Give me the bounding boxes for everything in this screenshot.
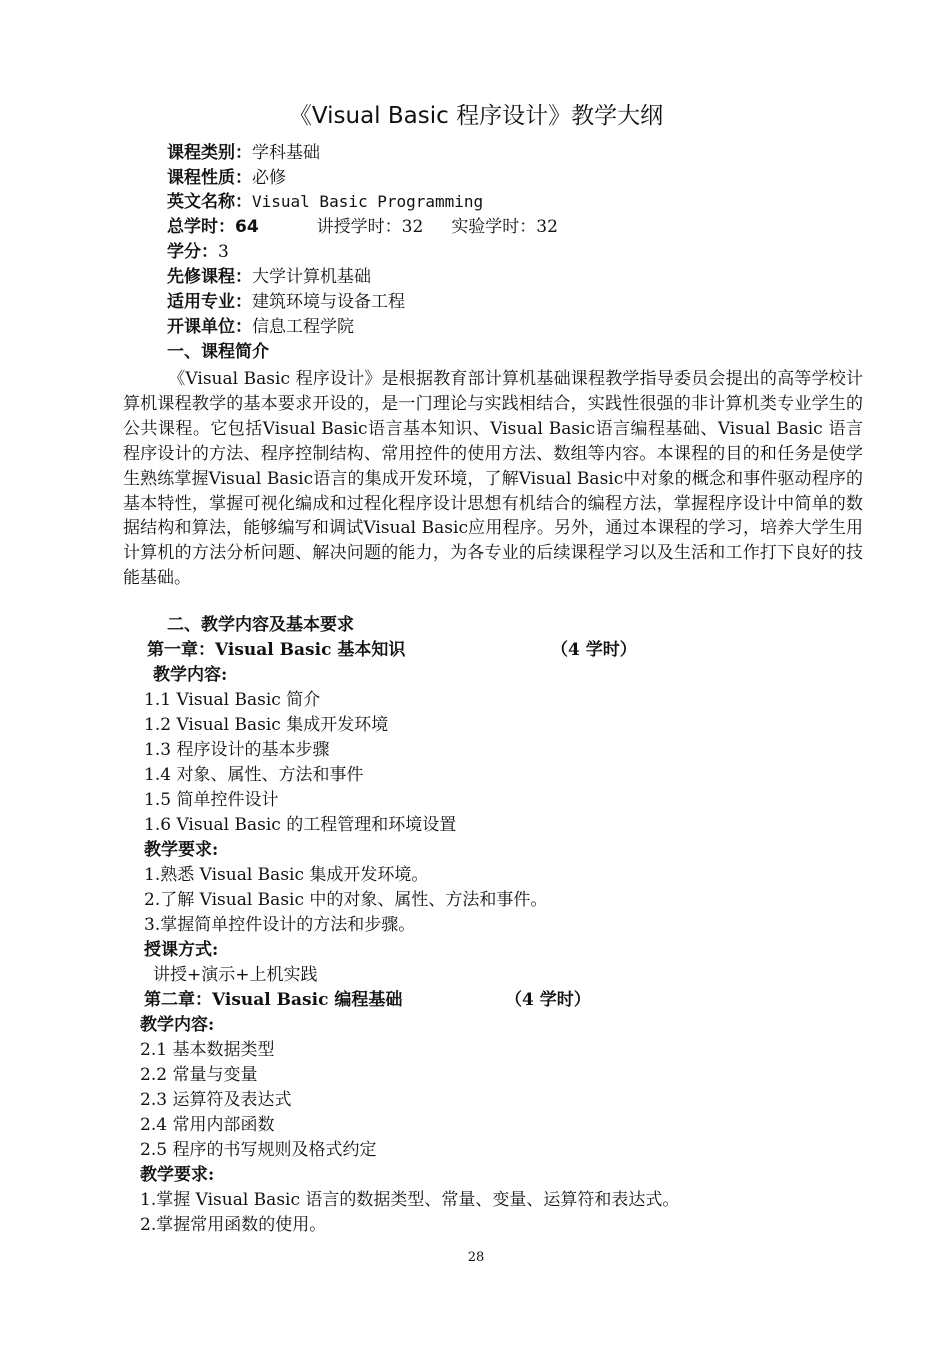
- chapter2-requirement: 1.掌握 Visual Basic 语言的数据类型、常量、变量、运算符和表达式。: [140, 1190, 680, 1210]
- info-prerequisite: [167, 265, 371, 289]
- chapter1-content-item: 1.1 Visual Basic 简介: [144, 690, 321, 710]
- info-value: 3: [218, 242, 229, 262]
- total-hours-value: 64: [235, 217, 259, 237]
- chapter1-requirement: 1.熟悉 Visual Basic 集成开发环境。: [144, 865, 429, 885]
- info-label: 总学时：: [167, 217, 235, 237]
- section-heading-content: 二、教学内容及基本要求: [167, 615, 354, 635]
- info-value: 学科基础: [252, 143, 320, 163]
- info-major: [167, 290, 405, 314]
- chapter1-requirement: 2.了解 Visual Basic 中的对象、属性、方法和事件。: [144, 890, 548, 910]
- chapter2-content-item: 2.1 基本数据类型: [140, 1040, 275, 1060]
- chapter2-content-item: 2.2 常量与变量: [140, 1065, 258, 1085]
- intro-paragraph: [123, 367, 863, 591]
- chapter2-title: 第二章：Visual Basic 编程基础: [144, 990, 403, 1010]
- info-label: 适用专业：: [167, 292, 252, 312]
- chapter1-req-label: 教学要求:: [144, 840, 219, 860]
- chapter1-method-label: 授课方式:: [144, 940, 219, 960]
- chapter2-content-item: 2.3 运算符及表达式: [140, 1090, 292, 1110]
- chapter2-requirement: 2.掌握常用函数的使用。: [140, 1215, 327, 1235]
- info-value: 大学计算机基础: [252, 267, 371, 287]
- lab-hours: 实验学时：32: [451, 217, 558, 237]
- info-label: 课程性质：: [167, 168, 252, 188]
- section-heading-intro: 一、课程简介: [167, 342, 269, 362]
- chapter1-content-item: 1.6 Visual Basic 的工程管理和环境设置: [144, 815, 457, 835]
- page-title: 《Visual Basic 程序设计》教学大纲: [288, 103, 664, 129]
- info-label: 英文名称：: [167, 192, 252, 212]
- info-value: 建筑环境与设备工程: [252, 292, 405, 312]
- info-value: 必修: [252, 168, 286, 188]
- info-label: 先修课程：: [167, 267, 252, 287]
- intro-text: 《Visual Basic 程序设计》是根据教育部计算机基础课程教学指导委员会提出的高等学校计算机课程教学的基本要求开设的，是一门理论与实践相结合，实践性很强的非计算机类专业学生的公共课程。它包括Visual Basic语言基本知识、Visual Basic语言编程基础、Visual Basic 语言程序设计的方法、程序控制结构、常用控件的使用方法、数组等内容。本课程的目的和任务是使学生熟练掌握Visual Basic语言的集成开发环境，了解Visual Basic中对象的概念和事件驱动程序的基本特性，掌握可视化编成和过程化程序设计思想有机结合的编程方法，掌握程序设计中简单的数据结构和算法，能够编写和调试Visual Basic应用程序。另外，通过本课程的学习，培养大学生用计算机的方法分析问题、解决问题的能力，为各专业的后续课程学习以及生活和工作打下良好的技能基础。: [123, 369, 863, 589]
- chapter2-content-label: 教学内容:: [140, 1015, 215, 1035]
- info-course-category: [167, 141, 320, 165]
- info-label: 学分：: [167, 242, 218, 262]
- chapter1-content-item: 1.3 程序设计的基本步骤: [144, 740, 330, 760]
- info-value: Visual Basic Programming: [252, 192, 484, 211]
- info-value: 信息工程学院: [252, 317, 354, 337]
- info-label: 开课单位：: [167, 317, 252, 337]
- chapter1-hours: （4 学时）: [551, 640, 637, 660]
- info-english-name: [167, 190, 483, 214]
- chapter1-requirement: 3.掌握简单控件设计的方法和步骤。: [144, 915, 416, 935]
- chapter2-content-item: 2.4 常用内部函数: [140, 1115, 275, 1135]
- lecture-hours: 讲授学时：32: [316, 217, 424, 237]
- chapter1-content-item: 1.4 对象、属性、方法和事件: [144, 765, 364, 785]
- chapter1-content-item: 1.5 简单控件设计: [144, 790, 279, 810]
- chapter2-req-label: 教学要求:: [140, 1165, 215, 1185]
- info-label: 课程类别：: [167, 143, 252, 163]
- info-hours: [167, 215, 558, 239]
- chapter1-content-item: 1.2 Visual Basic 集成开发环境: [144, 715, 389, 735]
- info-course-nature: [167, 166, 286, 190]
- chapter2-hours: （4 学时）: [505, 990, 591, 1010]
- info-department: [167, 315, 354, 339]
- chapter1-method: 讲授+演示+上机实践: [153, 965, 318, 985]
- page-number: 28: [467, 1250, 485, 1265]
- info-credits: [167, 240, 229, 264]
- chapter1-title: 第一章：Visual Basic 基本知识: [147, 640, 406, 660]
- chapter2-content-item: 2.5 程序的书写规则及格式约定: [140, 1140, 377, 1160]
- chapter1-content-label: 教学内容:: [153, 665, 228, 685]
